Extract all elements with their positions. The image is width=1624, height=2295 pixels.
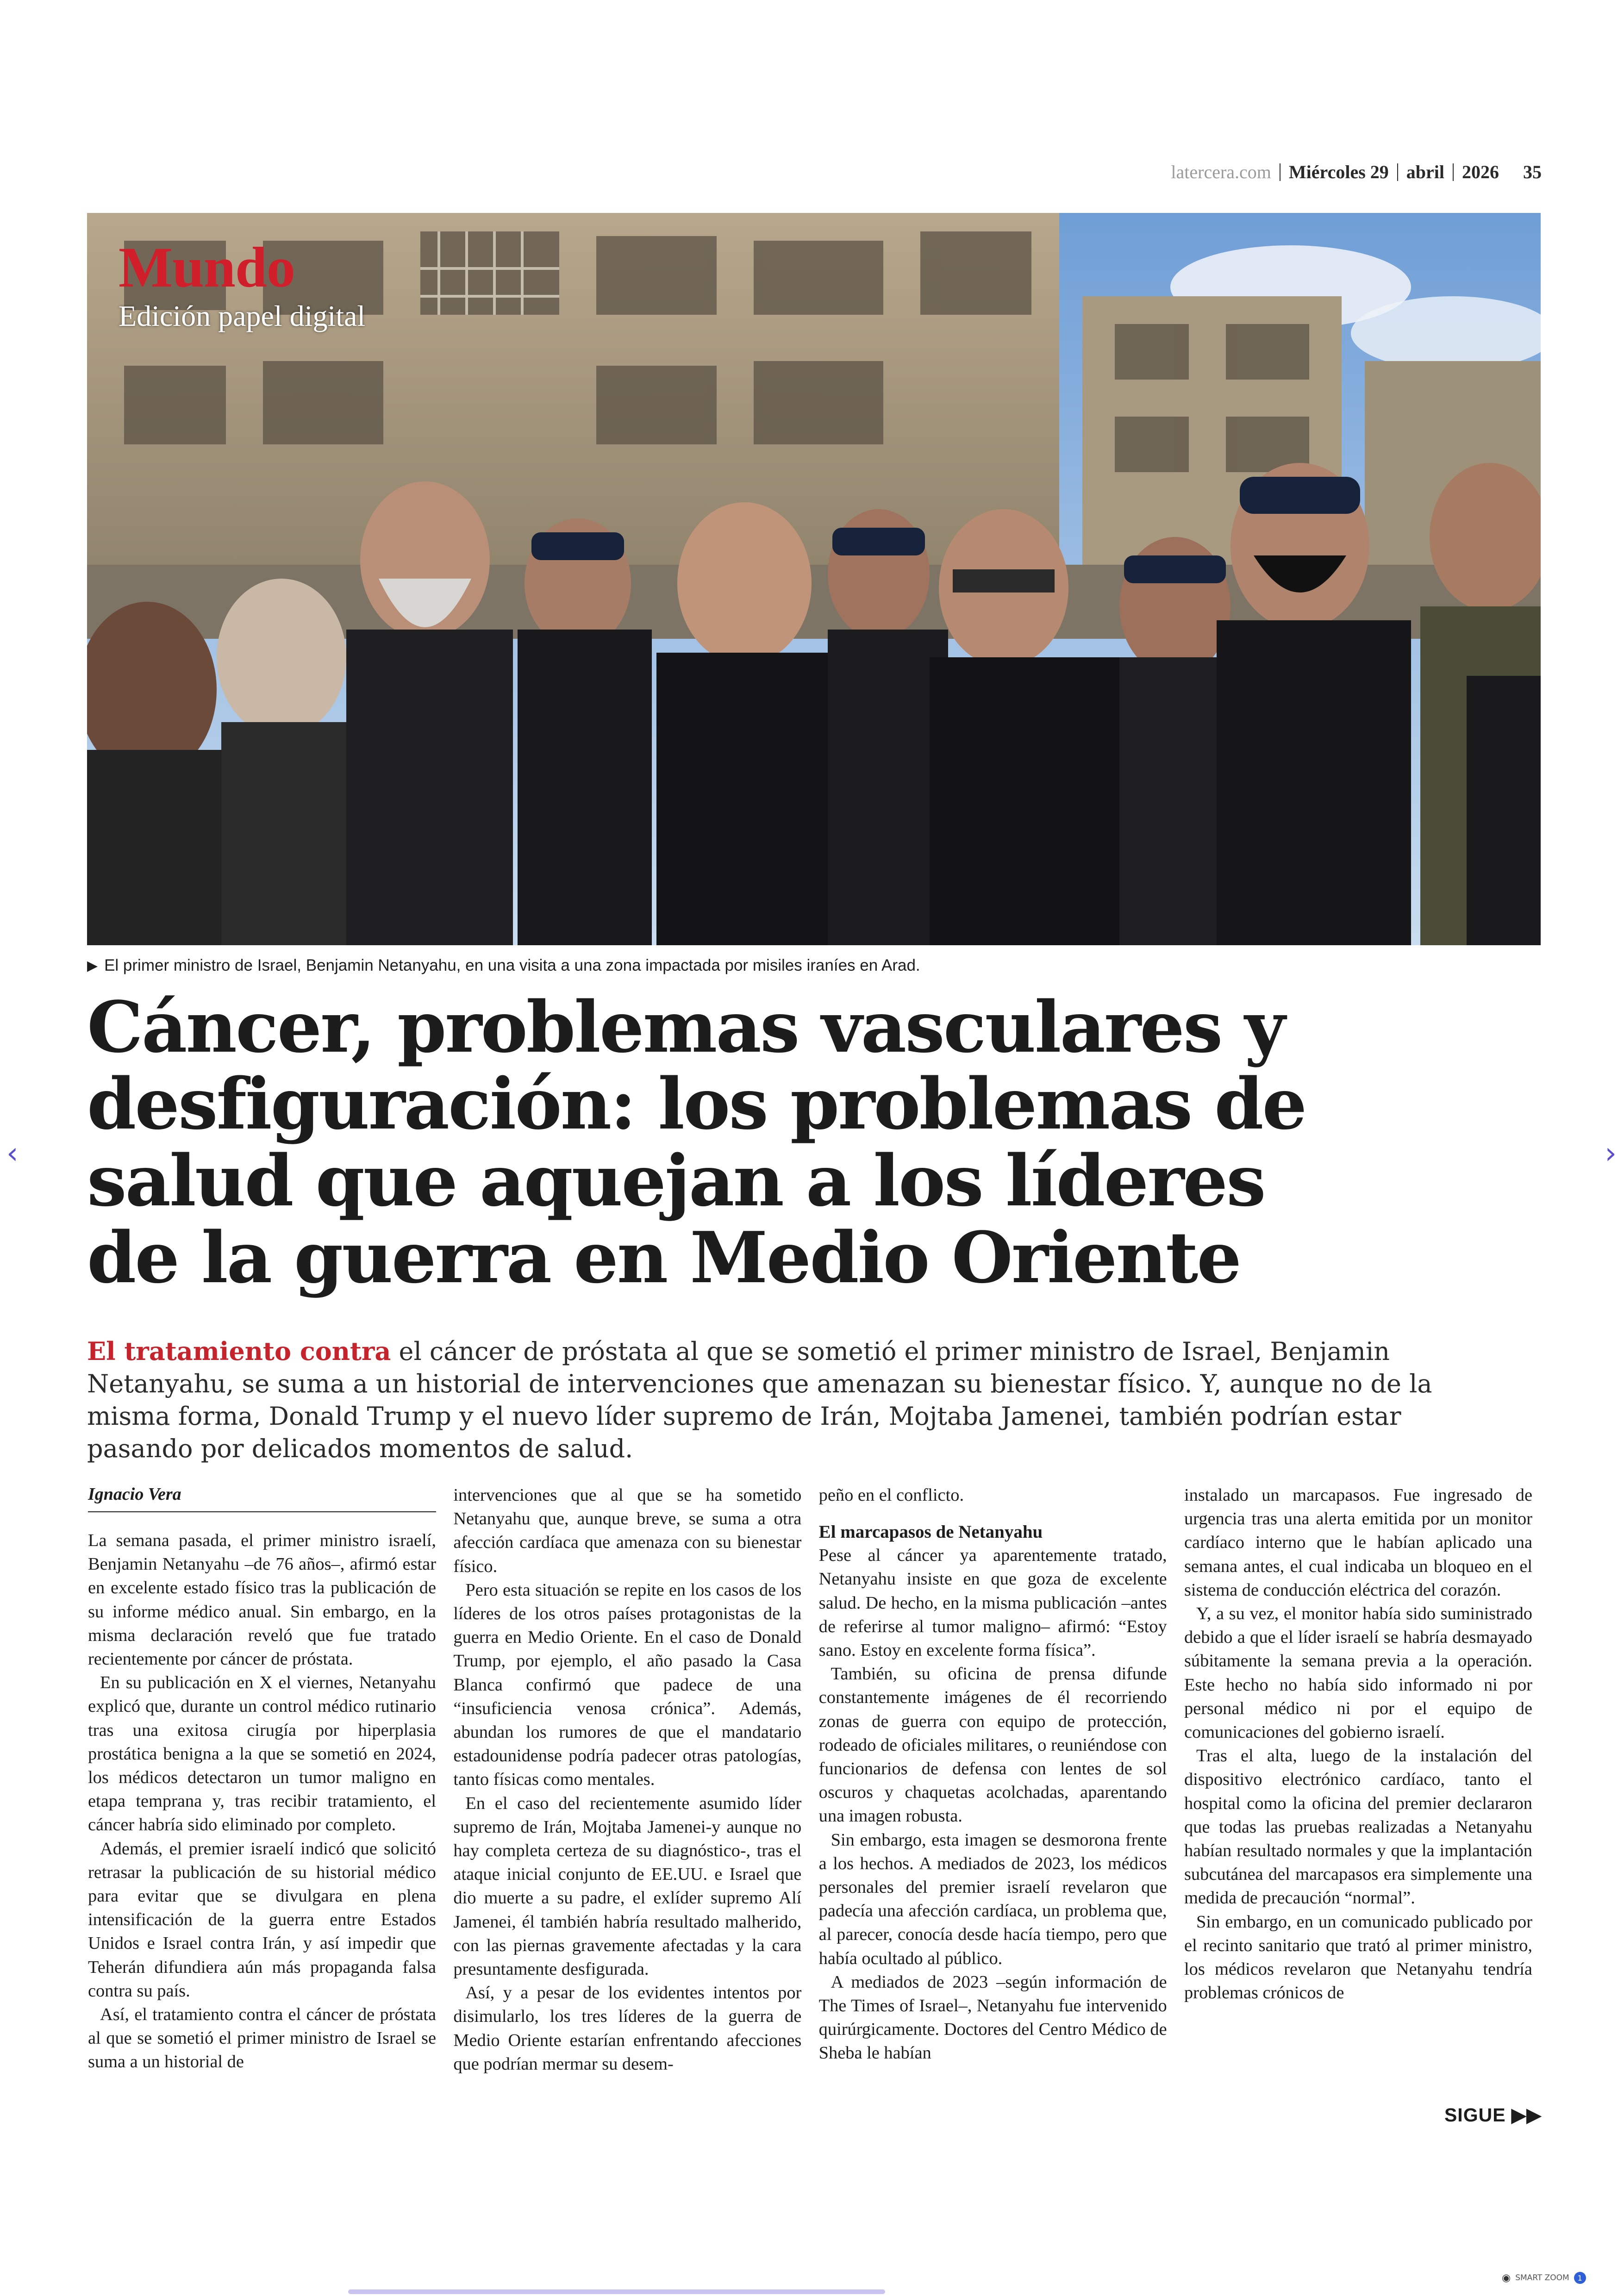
deck-lead: El tratamiento contra — [87, 1336, 391, 1366]
paragraph: A mediados de 2023 –según información de The Times of Israel–, Netanyahu fue intervenido quirúrgicamente. Doctores del Centro Médico de Sheba le habían — [818, 1972, 1167, 2063]
paragraph: Pese al cáncer ya aparentemente tratado, Netanyahu insiste en que goza de excelente salud. De hecho, en la misma publicación –antes de referirse al tumor maligno– afirmó: “Estoy sano. Estoy en excelente forma física”. — [818, 1546, 1167, 1660]
smart-zoom-control[interactable] — [1502, 2272, 1586, 2284]
body-column-2 — [453, 1484, 801, 2076]
folio-month: abril — [1406, 162, 1444, 182]
caption-text: El primer ministro de Israel, Benjamin Netanyahu, en una visita a una zona impactada por misiles iraníes en Arad. — [104, 956, 920, 974]
body-column-4 — [1184, 1484, 1532, 2076]
smart-zoom-badge: 1 — [1574, 2272, 1586, 2284]
paragraph: instalado un marcapasos. Fue ingresado de urgencia tras una alerta emitida por un monitor cardíaco interno que le habían aplicado una semana antes, el cual indicaba un bloqueo en el sistema de conducción eléctrica del corazón. — [1184, 1485, 1532, 1600]
edition-label: Edición papel digital — [119, 299, 366, 332]
previous-page-icon[interactable]: ‹ — [6, 1136, 19, 1171]
paragraph: intervenciones que al que se ha sometido Netanyahu que, aunque breve, se suma a otra afección cardíaca que amenaza con su bienestar físico. — [453, 1485, 802, 1576]
paragraph: Sin embargo, esta imagen se desmorona frente a los hechos. A mediados de 2023, los médicos personales del premier israelí revelaron que padecía una afección cardíaca, un problema que, al parecer, conocía desde hacía tiempo, pero que había ocultado al público. — [818, 1830, 1167, 1968]
paragraph: Pero esta situación se repite en los casos de los líderes de los otros países protagonistas de la guerra en Medio Oriente. En el caso de Donald Trump, por ejemplo, el año pasado la Casa Blanca confirmó que padece de una “insuficiencia venosa crónica”. Además, abundan los rumores de que el mandatario estadounidense podría padecer otras patologías, tanto físicas como mentales. — [453, 1580, 802, 1790]
eye-icon: ◉ — [1502, 2272, 1511, 2284]
paragraph: peño en el conflicto. — [818, 1485, 964, 1505]
body-column-3 — [819, 1484, 1167, 2076]
folio-day: Miércoles 29 — [1288, 162, 1389, 182]
page-number: 35 — [1523, 162, 1542, 182]
paragraph: Y, a su vez, el monitor había sido suministrado debido a que el líder israelí se habría desmayado súbitamente la semana previa a la operación. Este hecho no había sido informado ni por personal médico ni por el equipo de comunicaciones del gobierno israelí. — [1184, 1604, 1532, 1742]
deck-text: el cáncer de próstata al que se sometió el primer ministro de Israel, Benjamin Netanyahu, se suma a un historial de intervenciones que amenazan su bienestar físico. Y, aunque no de la misma forma, Donald Trump y el nuevo líder supremo de Irán, Mojtaba Jamenei, también podrían estar pasando por delicados momentos de salud. — [87, 1337, 1432, 1463]
paragraph: Así, y a pesar de los evidentes intentos por disimularlo, los tres líderes de la guerra de Medio Oriente estarían enfrentando afecciones que podrían mermar su desem- — [453, 1983, 802, 2074]
paragraph: En su publicación en X el viernes, Netanyahu explicó que, durante un control médico rutinario tras una exitosa cirugía por hiperplasia prostática benigna a la que se sometió en 2024, los médicos detectaron un tumor maligno en etapa temprana y, tras recibir tratamiento, el cáncer habría sido eliminado por completo. — [88, 1673, 436, 1835]
paragraph: Tras el alta, luego de la instalación del dispositivo electrónico cardíaco, tanto el hospital como la oficina del premier declararon que todas las pruebas realizadas a Netanyahu habían resultado normales y que la implantación subcutánea del marcapasos era simplemente una medida de precaución “normal”. — [1184, 1746, 1532, 1908]
next-page-icon[interactable]: › — [1605, 1136, 1617, 1171]
paragraph: Además, el premier israelí indicó que solicitó retrasar la publicación de su historial médico para evitar que se divulgara en plena intensificación de la guerra entre Estados Unidos e Israel contra Irán, y así impedir que Teherán difundiera aún más propaganda falsa contra su país. — [88, 1839, 436, 2001]
reading-progress-bar[interactable] — [348, 2289, 885, 2294]
subheading: El marcapasos de Netanyahu — [818, 1522, 1043, 1542]
continue-label: SIGUE ▶▶ — [1444, 2104, 1542, 2126]
site-name: latercera.com — [1171, 162, 1271, 182]
article-deck — [87, 1335, 1494, 1465]
folio-divider — [1397, 163, 1398, 181]
folio-divider — [1453, 163, 1454, 181]
paragraph: En el caso del recientemente asumido líder supremo de Irán, Mojtaba Jamenei-y aunque no hay completa certeza de su diagnóstico-, tras el ataque inicial conjunto de EE.UU. e Israel que dio muerte a su padre, el exlíder supremo Alí Jamenei, él también habría resultado malherido, con las piernas gravemente afectadas y la cara presuntamente desfigurada. — [453, 1793, 802, 1979]
paragraph: Así, el tratamiento contra el cáncer de próstata al que se sometió el primer ministro de Israel se suma a un historial de — [88, 2005, 436, 2072]
article-body — [88, 1484, 1532, 2076]
section-title: Mundo — [119, 236, 295, 299]
paragraph: También, su oficina de prensa difunde constantemente imágenes de él recorriendo zonas de guerra con equipo de protección, rodeado de oficiales militares, o reuniéndose con funcionarios de defensa con lentes de sol oscuros y chaquetas acolchadas, aparentando una imagen robusta. — [818, 1664, 1167, 1826]
byline: Ignacio Vera — [88, 1484, 436, 1512]
page-folio — [1171, 161, 1542, 183]
article-headline: Cáncer, problemas vasculares y desfiguración: los problemas de salud que aquejan a los líderes de la guerra en Medio Oriente — [87, 985, 1306, 1299]
folio-year: 2026 — [1462, 162, 1499, 182]
photo-caption — [87, 956, 1541, 975]
caption-marker-icon: ▶ — [87, 958, 98, 973]
section-label — [119, 236, 366, 333]
paragraph: Sin embargo, en un comunicado publicado por el recinto sanitario que trató al primer ministro, los médicos revelaron que Netanyahu tendría problemas crónicos de — [1184, 1912, 1532, 2003]
smart-zoom-label: SMART ZOOM — [1515, 2273, 1569, 2283]
body-column-1 — [88, 1484, 436, 2076]
lead-photo — [87, 213, 1541, 945]
paragraph: La semana pasada, el primer ministro israelí, Benjamin Netanyahu –de 76 años–, afirmó estar en excelente estado físico tras la publicación de su informe médico anual. Sin embargo, en la misma declaración reveló que fue tratado recientemente por cáncer de próstata. — [88, 1531, 436, 1669]
